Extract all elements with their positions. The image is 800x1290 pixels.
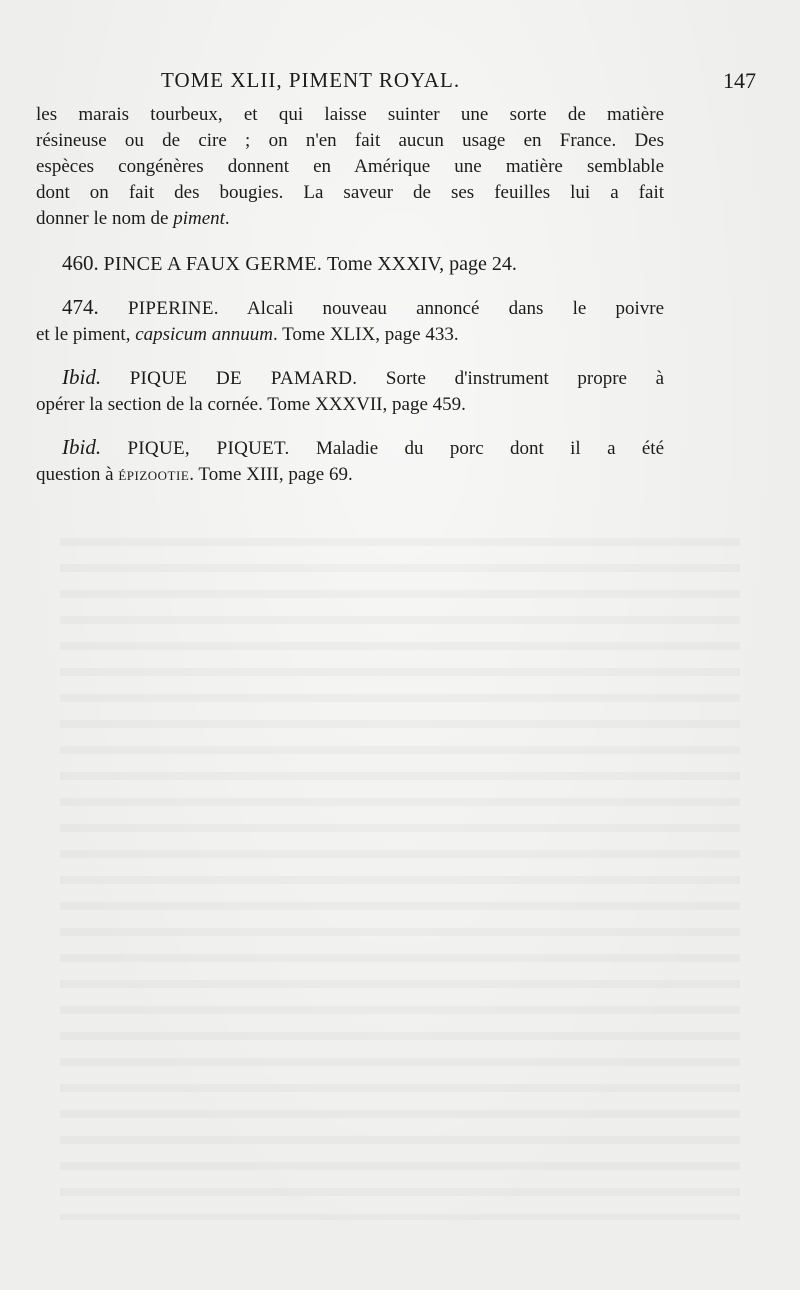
page-number: 147	[723, 68, 756, 93]
entry-number: Ibid.	[62, 435, 102, 459]
continuation-paragraph	[36, 102, 664, 232]
text-line: opérer la section de la cornée. Tome XXXVII, page 459.	[36, 394, 466, 415]
entry-number: 474.	[62, 295, 99, 319]
show-through-texture	[60, 520, 740, 1220]
text-line	[36, 434, 664, 462]
text-fragment: .	[224, 208, 230, 229]
entry-heading: PIQUE DE PAMARD.	[129, 368, 358, 389]
text-fragment: et le piment,	[36, 324, 136, 345]
page-header	[36, 68, 764, 98]
text-line	[36, 462, 664, 489]
text-line	[36, 322, 664, 348]
text-line	[36, 294, 664, 322]
entry-text: Maladie du porc dont il a été	[315, 438, 664, 459]
index-entry	[36, 434, 664, 489]
italic-term: piment	[173, 208, 225, 229]
entry-heading: PIPERINE.	[127, 298, 219, 319]
text-line: espèces congénères donnent en Amérique une matière semblable	[36, 156, 664, 177]
text-fragment: question à	[36, 464, 119, 485]
entry-number: Ibid.	[62, 365, 102, 389]
entry-text: Sorte d'instrument propre à	[385, 368, 665, 389]
text-fragment: donner le nom de	[36, 208, 174, 229]
entry-text: Alcali nouveau annoncé dans le poivre	[246, 298, 665, 319]
entry-reference: Tome XXXIV, page 24.	[326, 253, 517, 275]
small-caps-term: ÉPIZOOTIE	[118, 468, 190, 483]
entry-heading: PINCE A FAUX GERME.	[103, 253, 323, 275]
text-line: résineuse ou de cire ; on n'en fait aucun usage en France. Des	[36, 130, 664, 151]
index-entry	[36, 250, 664, 278]
page-body	[36, 102, 664, 489]
running-head: TOME XLII, PIMENT ROYAL.	[161, 68, 461, 92]
index-entry	[36, 294, 664, 348]
text-line: dont on fait des bougies. La saveur de ses feuilles lui a fait	[36, 182, 664, 203]
entry-heading: PIQUE, PIQUET.	[127, 438, 290, 459]
text-line: les marais tourbeux, et qui laisse suinter une sorte de matière	[36, 104, 664, 125]
text-line	[36, 250, 664, 278]
entry-number: 460.	[62, 251, 99, 275]
index-entry	[36, 364, 664, 418]
text-fragment: . Tome XIII, page 69.	[189, 464, 353, 485]
text-line	[36, 364, 664, 392]
text-fragment: . Tome XLIX, page 433.	[272, 324, 459, 345]
italic-term: capsicum annuum	[135, 324, 273, 345]
text-line	[36, 206, 664, 232]
